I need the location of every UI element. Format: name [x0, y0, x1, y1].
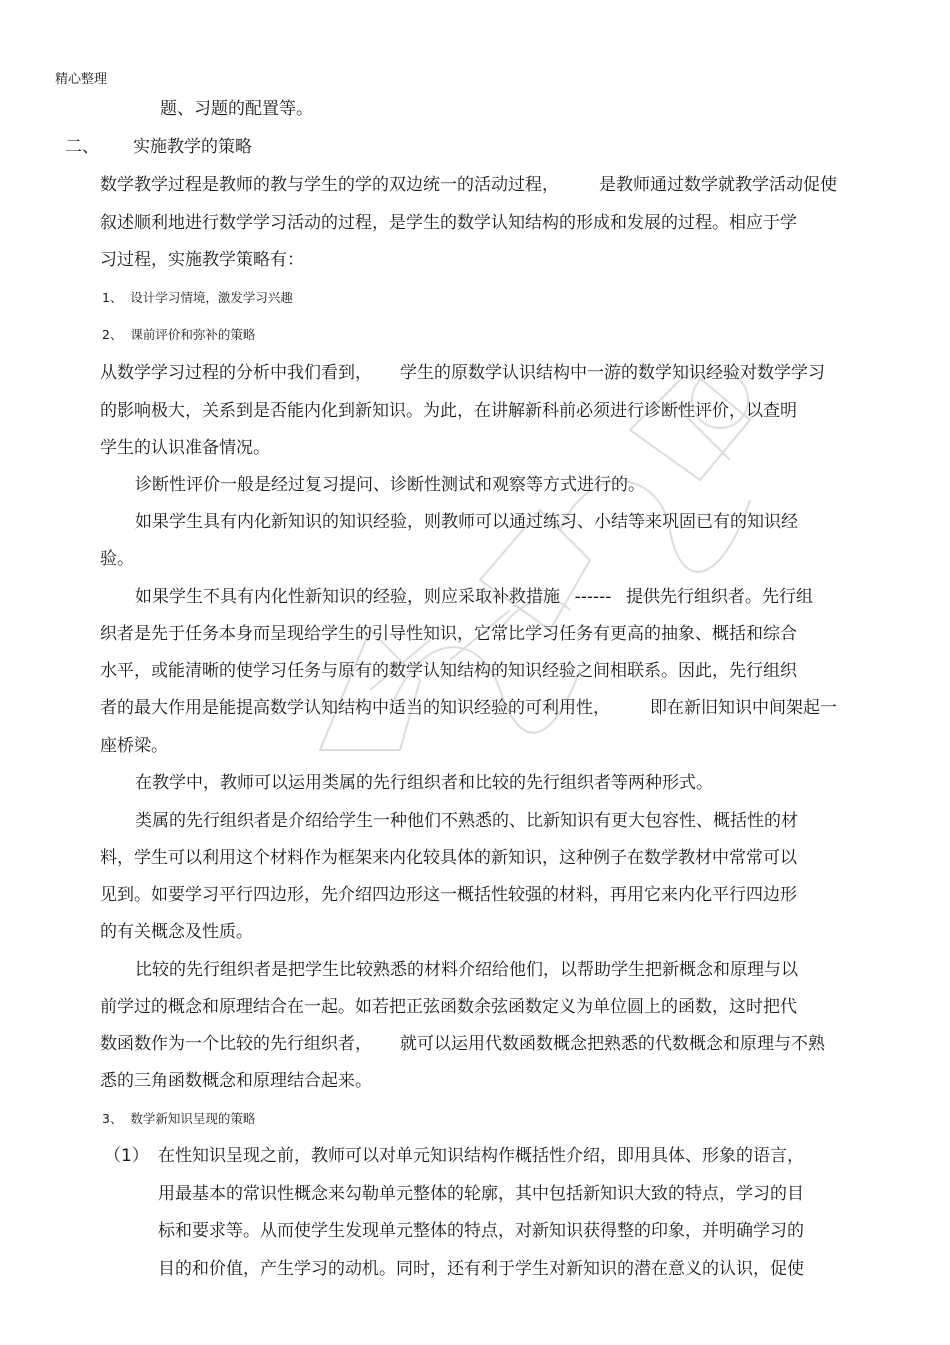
sub-item-line: 用最基本的常识性概念来勾勒单元整体的轮廓，其中包括新知识大致的特点，学习的目: [158, 1184, 804, 1204]
paragraph-line: 织者是先于任务本身而呈现给学生的引导性知识，它常比学习任务有更高的抽象、概括和综合: [100, 624, 797, 644]
paragraph-line: 如果学生具有内化新知识的知识经验，则教师可以通过练习、小结等来巩固已有的知识经: [135, 512, 798, 532]
paragraph-line: 学生的认识准备情况。: [100, 438, 270, 458]
paragraph-line: 验。: [100, 549, 134, 569]
continued-text: 题、习题的配置等。: [160, 99, 313, 119]
paragraph-line: 在教学中，教师可以运用类属的先行组织者和比较的先行组织者等两种形式。: [135, 773, 713, 793]
paragraph-line: 料，学生可以利用这个材料作为框架来内化较具体的新知识，这种例子在数学教材中常常可以: [100, 848, 797, 868]
list-item: 3、 数学新知识呈现的策略: [102, 1111, 256, 1126]
sub-item-number: （1）: [104, 1146, 149, 1166]
paragraph-line: 数函数作为一个比较的先行组织者， 就可以运用代数函数概念把熟悉的代数概念和原理与不熟: [100, 1034, 825, 1054]
paragraph-line: 者的最大作用是能提高数学认知结构中适当的知识经验的可利用性， 即在新旧知识中间架起一: [100, 698, 837, 718]
paragraph-line: 见到。如要学习平行四边形，先介绍四边形这一概括性较强的材料，再用它来内化平行四边形: [100, 885, 797, 905]
sub-item-line: 标和要求等。从而使学生发现单元整体的特点，对新知识获得整的印象，并明确学习的: [158, 1221, 804, 1241]
paragraph-line: 类属的先行组织者是介绍给学生一种他们不熟悉的、比新知识有更大包容性、概括性的材: [135, 811, 798, 831]
paragraph-line: 如果学生不具有内化性新知识的经验，则应采取补救措施 ------ 提供先行组织者。先行组: [135, 587, 813, 607]
paragraph-line: 比较的先行组织者是把学生比较熟悉的材料介绍给他们，以帮助学生把新概念和原理与以: [135, 960, 798, 980]
paragraph-line: 的有关概念及性质。: [100, 922, 253, 942]
intro-line: 习过程，实施教学策略有：: [100, 250, 304, 270]
paragraph-line: 座桥梁。: [100, 736, 168, 756]
paragraph-line: 从数学学习过程的分析中我们看到， 学生的原数学认识结构中一游的数学知识经验对数学学习: [100, 363, 825, 383]
sub-item-line: 目的和价值，产生学习的动机。同时，还有利于学生对新知识的潜在意义的认识，促使: [158, 1259, 804, 1279]
section-number: 二、: [65, 137, 99, 157]
sub-item-line: 在性知识呈现之前，教师可以对单元知识结构作概括性介绍，即用具体、形象的语言，: [158, 1146, 804, 1166]
section-title: 实施教学的策略: [133, 137, 252, 157]
paragraph-line: 诊断性评价一般是经过复习提问、诊断性测试和观察等方式进行的。: [135, 475, 645, 495]
paragraph-line: 前学过的概念和原理结合在一起。如若把正弦函数余弦函数定义为单位圆上的函数，这时把代: [100, 997, 797, 1017]
list-item: 1、 设计学习情境，激发学习兴趣: [102, 290, 293, 305]
dash-separator: ------: [574, 587, 612, 607]
section-heading: [65, 137, 252, 157]
intro-line: 叙述顺利地进行数学学习活动的过程，是学生的数学认知结构的形成和发展的过程。相应于学: [100, 213, 797, 233]
page-header: 精心整理: [55, 72, 108, 87]
paragraph-line: 的影响极大，关系到是否能内化到新知识。为此，在讲解新科前必须进行诊断性评价，以查明: [100, 401, 797, 421]
list-item: 2、 课前评价和弥补的策略: [102, 327, 256, 342]
paragraph-line: 水平，或能清晰的使学习任务与原有的数学认知结构的知识经验之间相联系。因此，先行组织: [100, 661, 797, 681]
paragraph-line: 悉的三角函数概念和原理结合起来。: [100, 1071, 372, 1091]
intro-line: 数学教学过程是教师的教与学生的学的双边统一的活动过程， 是教师通过数学就教学活动促使: [100, 175, 837, 195]
watermark-stamp: [250, 330, 810, 790]
